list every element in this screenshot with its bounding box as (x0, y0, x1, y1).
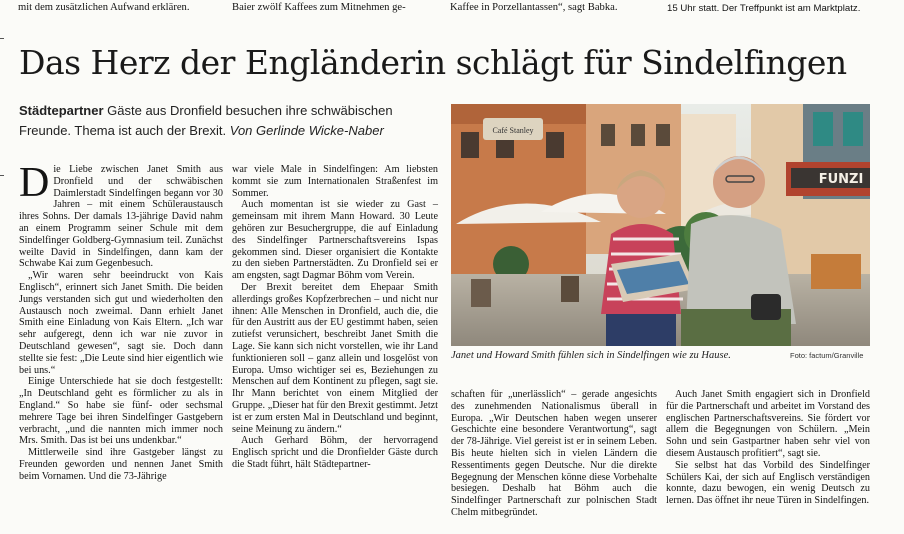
paragraph: Der Brexit bereitet dem Ehepaar Smith allerdings großes Kopfzerbrechen – und nicht nur ihnen: Alle Menschen in Dronfield, auch die, die für den Austritt aus der EU gestimmt haben, seien zutiefst verunsichert, beschreibt Janet Smith die Lage. Sie kann sich nicht vorstellen, wie ihr Land funktionieren soll – ganz allein und losgelöst von Europa. Umso wichtiger sei es, Beziehungen zu Menschen auf dem Kontinent zu pflegen, sagt sie. Ihr Mann berichtet von einem Mitglied der Gruppe. „Dieser hat für den Brexit gestimmt. Jetzt ist er zum ersten Mal in Deutschland und beginnt, seine Meinung zu ändern.“ (232, 281, 438, 435)
margin-tick (0, 175, 4, 176)
photo-credit: Foto: factum/Granville (790, 351, 864, 360)
article-column-1 (19, 160, 223, 483)
paragraph: Die Liebe zwischen Janet Smith aus Dronfield und der schwäbischen Daimlerstadt Sindelfingen begann vor 30 Jahren – mit einem Schüleraustausch ihres Sohns. Der damals 13-jährige David nahm an einem Programm seiner Schule mit dem Sindelfinger Goldberg-Gymnasium teil. Zunächst weilte David in Sindelfingen, dann kam der Schwabe Kai zum Gegenbesuch. (19, 160, 223, 270)
paragraph: Sie selbst hat das Vorbild des Sindelfinger Schülers Kai, der sich auf Englisch verständigen konnte, dazu bewogen, ein wenig Deutsch zu lernen. Das öffnet ihr neue Türen in Sindelfingen. (666, 459, 870, 507)
headline: Das Herz der Engländerin schlägt für Sindelfingen (19, 43, 847, 82)
paragraph: „Wir waren sehr beeindruckt von Kais Englisch“, erinnert sich Janet Smith. Die beiden Jungs verstanden sich gut und wiederholten den Austausch noch zweimal. Dann erhielt Janet Smith eine Einladung von Kais Eltern. „Ich war sehr aufgeregt, denn ich war nie zuvor in Deutschland gewesen“, sagt sie. Doch dann stellte sie fest: „Die Leute sind hier eigentlich wie bei uns.“ (19, 270, 223, 376)
shop-sign-left: Café Stanley (492, 126, 534, 135)
previous-article-strip (0, 0, 904, 17)
paragraph: Auch Janet Smith engagiert sich in Dronfield für die Partnerschaft und arbeitet im Vorstand des englischen Partnerschaftsvereins. Sie fördert vor allem die Begegnungen von Schülern. „Mein Sohn und sein Gastpartner haben sehr viel von diesem Austausch profitiert“, sagt sie. (666, 389, 870, 459)
author-byline: Von Gerlinde Wicke-Naber (229, 123, 384, 138)
margin-tick (0, 38, 4, 39)
kicker (19, 101, 439, 141)
article-column-4 (666, 389, 870, 507)
kicker-text: Gäste aus Dronfield besuchen ihre schwäbischen Freunde. Thema ist auch der Brexit. (19, 103, 393, 138)
article-column-2 (232, 164, 438, 471)
strip-col-2: Baier zwölf Kaffees zum Mitnehmen ge- (232, 2, 406, 13)
paragraph: Auch Gerhard Böhm, der hervorragend Englisch spricht und die Dronfielder Gäste durch die Stadt führt, hält Städtepartner- (232, 435, 438, 470)
paragraph: war viele Male in Sindelfingen: Am liebsten kommt sie zum Internationalen Straßenfest im Sommer. (232, 164, 438, 199)
kicker-label: Städtepartner (19, 103, 104, 118)
article-column-3 (451, 389, 657, 519)
strip-col-1: mit dem zusätzlichen Aufwand erklären. (18, 2, 190, 13)
strip-col-3: Kaffee in Porzellantassen“, sagt Babka. (450, 2, 618, 13)
street-scene-image (451, 104, 870, 346)
paragraph: Mittlerweile sind ihre Gastgeber längst zu Freunden geworden und nennen Janet Smith beim Vornamen. Und die 73-Jährige (19, 447, 223, 482)
paragraph: Einige Unterschiede hat sie doch festgestellt: „In Deutschland geht es förmlicher zu als in England.“ So habe sie fünf- oder sechsmal mehrere Tage bei ihren Sindelfinger Gastgebern verbracht, „und die nannten mich immer noch Mrs. Smith. Das ist bei uns undenkbar.“ (19, 376, 223, 447)
shop-sign-right: FUNZI (818, 172, 864, 187)
strip-col-4: 15 Uhr statt. Der Treffpunkt ist am Marktplatz. (667, 3, 861, 14)
drop-cap: D (19, 160, 50, 206)
paragraph: schaften für „unerlässlich“ – gerade angesichts des zunehmenden Nationalismus überall in Europa. „Wir Deutschen haben wegen unserer Geschichte eine besondere Verantwortung“, sagt der 78-Jährige. Viel gereist ist er in seinem Leben. Bis heute hielten sich in vielen Ländern die Ressentiments gegen Deutsche. Nur die direkte Begegnung der Menschen könne diese Vorbehalte besiegen. Deshalb hat Böhm auch die Sindelfinger Partnerschaft zur polnischen Stadt Chelm mitbegründet. (451, 389, 657, 518)
photo-caption: Janet und Howard Smith fühlen sich in Sindelfingen wie zu Hause. (451, 350, 731, 361)
paragraph: Auch momentan ist sie wieder zu Gast – gemeinsam mit ihrem Mann Howard. 30 Leute gehören zur Besuchergruppe, die auf Einladung des Sindelfinger Partnerschaftsvereins Ispas gekommen sind. Dieser organisiert die Kontakte zu den sieben Partnerstädten. Zu Dronfield sei er am engsten, sagt Dagmar Böhm vom Verein. (232, 199, 438, 282)
article-photo (451, 104, 870, 346)
